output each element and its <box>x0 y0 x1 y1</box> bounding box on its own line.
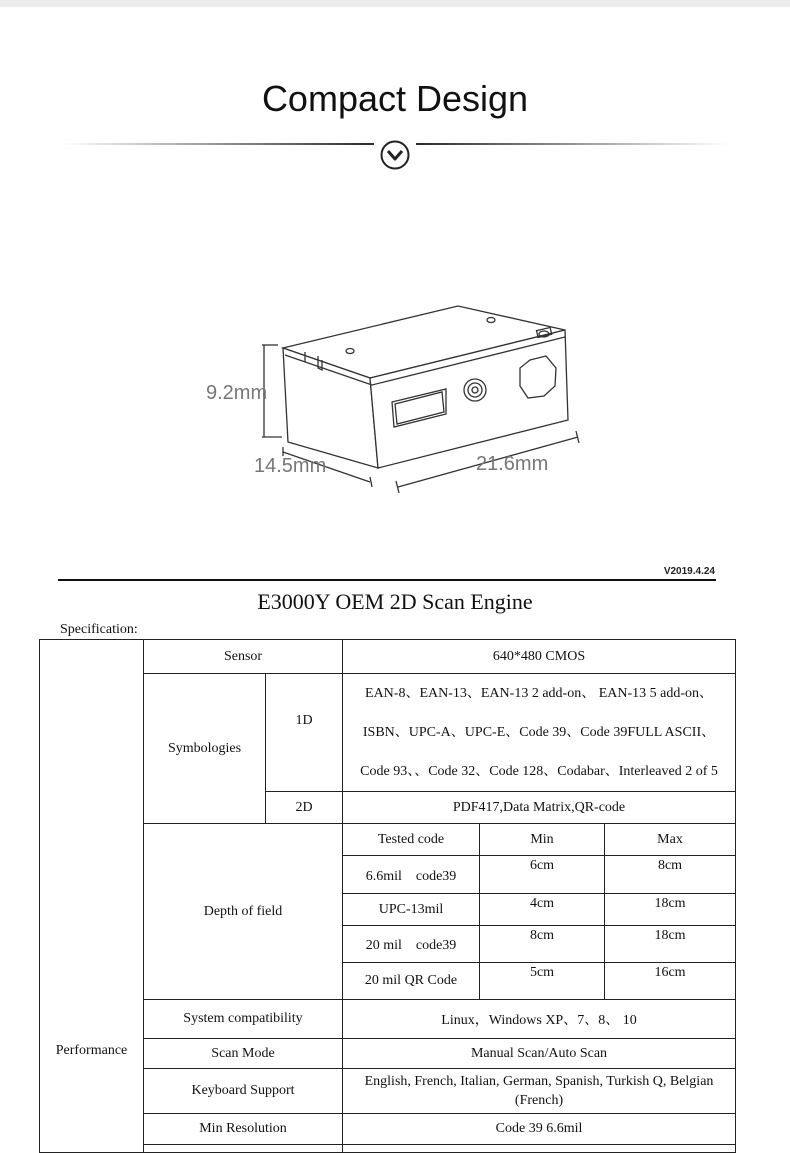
system-compatibility-value: Linux，Windows XP、7、8、 10 <box>343 1000 736 1039</box>
table-row <box>40 1114 736 1145</box>
scan-mode-label: Scan Mode <box>144 1039 343 1069</box>
version-label: V2019.4.24 <box>663 566 715 577</box>
performance-cell: Performance <box>40 640 144 1153</box>
heading-rule-left <box>62 143 374 145</box>
depth-dimension: 14.5mm <box>254 455 327 477</box>
dof-header-code: Tested code <box>343 824 480 856</box>
dof-min: 6cm <box>480 856 605 894</box>
dof-max: 18cm <box>605 894 736 926</box>
min-resolution-value: Code 39 6.6mil <box>343 1114 736 1145</box>
height-dimension: 9.2mm <box>206 382 268 404</box>
dof-code: 6.6mil code39 <box>343 856 480 894</box>
sensor-label: Sensor <box>144 640 343 674</box>
symbology-line: EAN-8、EAN-13、EAN-13 2 add-on、 EAN-13 5 add-on、 <box>365 686 714 701</box>
dof-code: UPC-13mil <box>343 894 480 926</box>
heading-rule-right <box>416 143 728 145</box>
symbologies-2d-label: 2D <box>266 792 343 824</box>
min-resolution-label: Min Resolution <box>144 1114 343 1145</box>
table-cell-cut <box>144 1145 343 1153</box>
symbology-line: ISBN、UPC-A、UPC-E、Code 39、Code 39FULL ASCII、 <box>362 725 716 740</box>
document-title: E3000Y OEM 2D Scan Engine <box>257 589 533 614</box>
dof-max: 8cm <box>605 856 736 894</box>
dof-max: 16cm <box>605 963 736 1000</box>
symbologies-label: Symbologies <box>144 674 266 824</box>
table-row <box>40 1145 736 1153</box>
dof-max: 18cm <box>605 926 736 963</box>
table-cell-cut <box>343 1145 736 1153</box>
table-row <box>40 674 736 792</box>
title-divider <box>58 579 716 581</box>
table-row <box>40 640 736 674</box>
table-row <box>40 1069 736 1114</box>
dof-min: 4cm <box>480 894 605 926</box>
symbology-line: Code 93、、Code 32、Code 128、Codabar、Interleaved 2 of 5 <box>360 764 718 779</box>
symbologies-2d-value: PDF417,Data Matrix,QR-code <box>343 792 736 824</box>
keyboard-support-label: Keyboard Support <box>144 1069 343 1114</box>
depth-of-field-label: Depth of field <box>144 824 343 1000</box>
dof-min: 8cm <box>480 926 605 963</box>
system-compatibility-label: System compatibility <box>144 1000 343 1039</box>
width-dimension: 21.6mm <box>476 453 549 475</box>
dof-code: 20 mil code39 <box>343 926 480 963</box>
chevron-down-icon <box>380 140 410 170</box>
table-row <box>40 1000 736 1039</box>
dof-header-min: Min <box>480 824 605 856</box>
top-strip <box>0 0 790 7</box>
table-row <box>40 824 736 856</box>
section-heading: Compact Design <box>261 78 529 119</box>
symbologies-1d-value <box>343 674 736 792</box>
keyboard-support-value: English, French, Italian, German, Spanish, Turkish Q, Belgian (French) <box>343 1069 736 1114</box>
specification-label: Specification: <box>60 622 138 637</box>
table-row <box>40 1039 736 1069</box>
dof-code: 20 mil QR Code <box>343 963 480 1000</box>
spec-table <box>39 639 736 1153</box>
scan-mode-value: Manual Scan/Auto Scan <box>343 1039 736 1069</box>
sensor-value: 640*480 CMOS <box>343 640 736 674</box>
symbologies-1d-label: 1D <box>266 674 343 792</box>
dof-header-max: Max <box>605 824 736 856</box>
dof-min: 5cm <box>480 963 605 1000</box>
